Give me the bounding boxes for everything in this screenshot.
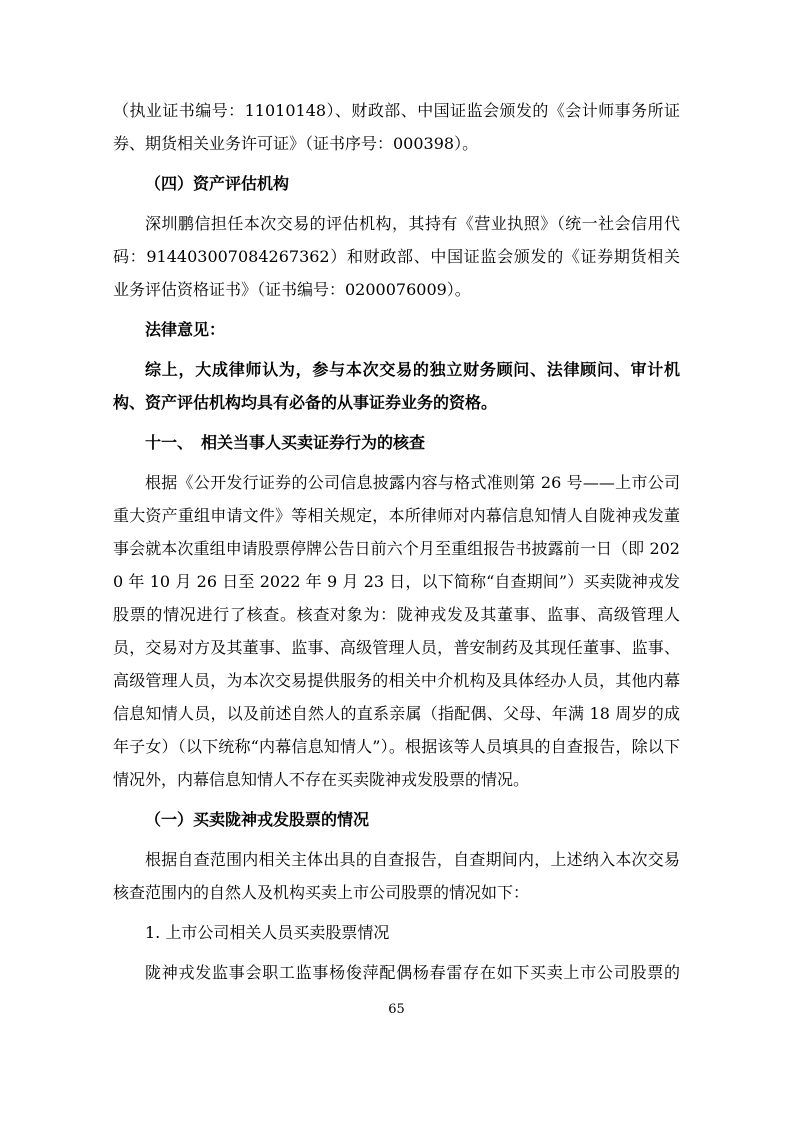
legal-opinion-conclusion: 综上，大成律师认为，参与本次交易的独立财务顾问、法律顾问、审计机构、资产评估机构均具有必备的从事证券业务的资格。 [113, 360, 680, 412]
subsection-heading-one-stock-trading: （一）买卖陇神戎发股票的情况 [145, 810, 370, 829]
item-heading-listed-company-personnel: 1. 上市公司相关人员买卖股票情况 [145, 923, 390, 942]
paragraph-self-check-report-summary: 根据自查范围内相关主体出具的自查报告，自查期间内，上述纳入本次交易核查范围内的自然人及机构买卖上市公司股票的情况如下： [113, 850, 680, 902]
paragraph-insider-verification-scope: 根据《公开发行证券的公司信息披露内容与格式准则第 26 号——上市公司重大资产重组申请文件》等相关规定，本所律师对内幕信息知情人自陇神戎发董事会就本次重组申请股票停牌公告日前六个月至重组报告书披露前一日（即 2020 年 10 月 26 日至 2022 年 9 月 23 日，以下简称“自查期间”）买卖陇神戎发股票的情况进行了核查。核查对象为：陇神戎发及其董事、监事、高级管理人员，交易对方及其董事、监事、高级管理人员，普安制药及其现任董事、监事、高级管理人员，为本次交易提供服务的相关中介机构及具体经办人员，其他内幕信息知情人员，以及前述自然人的直系亲属（指配偶、父母、年满 18 周岁的成年子女）（以下统称“内幕信息知情人”）。根据该等人员填具的自查报告，除以下情况外，内幕信息知情人不存在买卖陇神戎发股票的情况。 [113, 473, 680, 789]
document-body [113, 94, 680, 989]
paragraph-supervisor-spouse-trading: 陇神戎发监事会职工监事杨俊萍配偶杨春雷存在如下买卖上市公司股票的 [145, 963, 680, 982]
section-heading-asset-appraisal-agency: （四）资产评估机构 [145, 174, 290, 193]
paragraph-continuation-license: （执业证书编号：11010148）、财政部、中国证监会颁发的《会计师事务所证券、期货相关业务许可证》（证书序号：000398）。 [113, 101, 680, 153]
paragraph-appraisal-agency-qualification: 深圳鹏信担任本次交易的评估机构，其持有《营业执照》（统一社会信用代码：914403007084267362）和财政部、中国证监会颁发的《证券期货相关业务评估资格证书》（证书编号：0200076009）。 [113, 214, 680, 299]
section-heading-eleven-securities-trading-verification: 十一、 相关当事人买卖证券行为的核查 [145, 433, 426, 452]
legal-opinion-label: 法律意见： [145, 320, 226, 339]
page-number: 65 [388, 1002, 405, 1017]
